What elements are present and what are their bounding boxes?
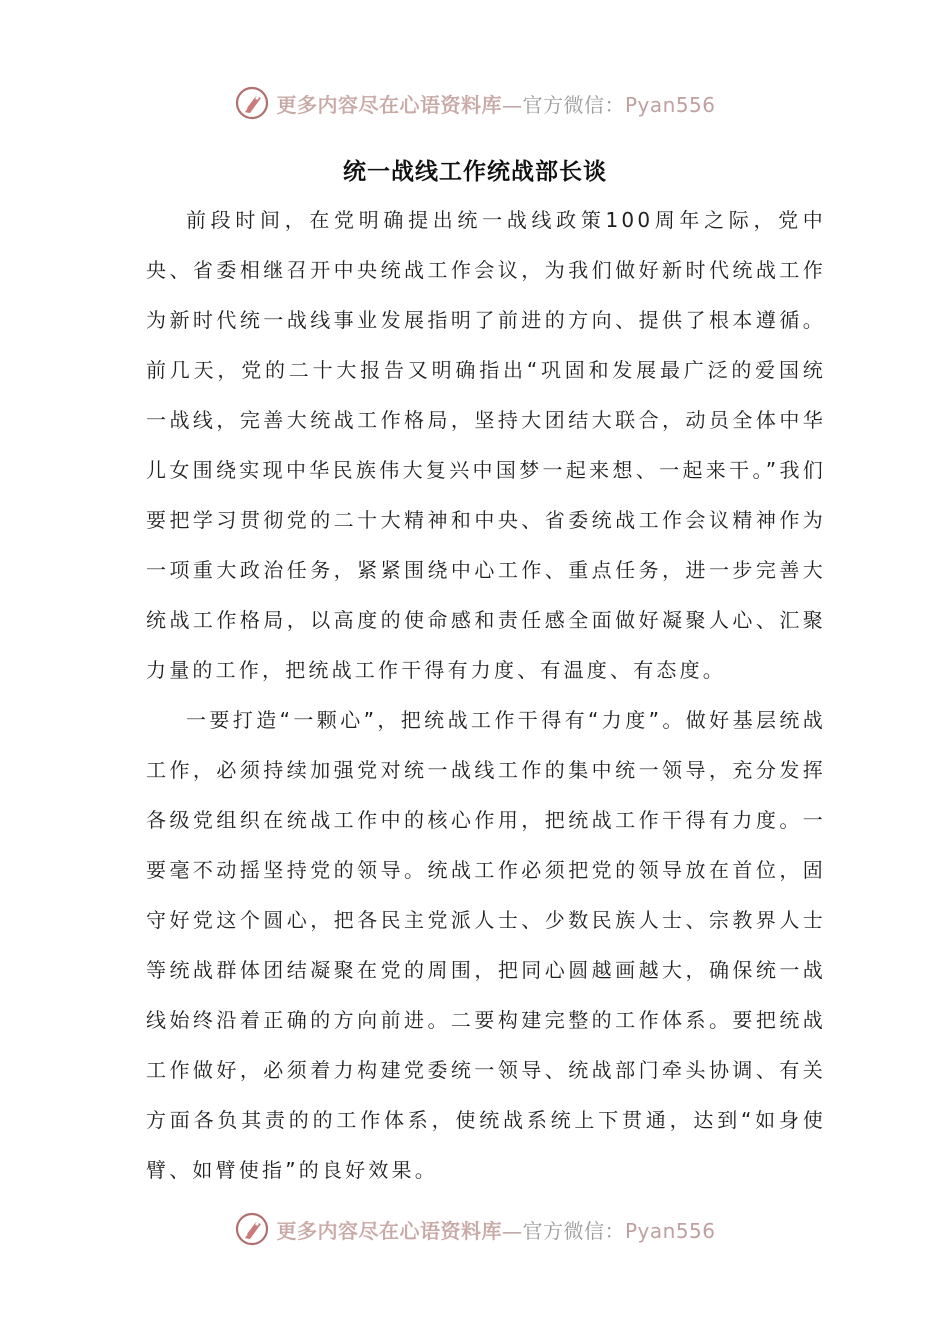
- header-banner: [0, 83, 950, 123]
- footer-banner: [0, 1209, 950, 1249]
- paragraph-2: 一要打造“一颗心”，把统战工作干得有“力度”。做好基层统战工作，必须持续加强党对统一战线工作的集中统一领导，充分发挥各级党组织在统战工作中的核心作用，把统战工作干得有力度。一要毫不动摇坚持党的领导。统战工作必须把党的领导放在首位，固守好党这个圆心，把各民主党派人士、少数民族人士、宗教界人士等统战群体团结凝聚在党的周围，把同心圆越画越大，确保统一战线始终沿着正确的方向前进。二要构建完整的工作体系。要把统战工作做好，必须着力构建党委统一领导、统战部门牵头协调、有关方面各负其责的的工作体系，使统战系统上下贯通，达到“如身使臂、如臂使指”的良好效果。: [146, 708, 826, 1182]
- footer-banner-text: [276, 1215, 715, 1244]
- document-title: 统一战线工作统战部长谈: [343, 158, 607, 185]
- footer-banner-dash: —: [501, 1218, 523, 1243]
- header-banner-dash: —: [501, 92, 523, 117]
- footer-banner-lead: 更多内容尽在心语资料库: [276, 1218, 502, 1243]
- footer-banner-wechat-label: 官方微信：: [522, 1218, 625, 1243]
- header-banner-text: [276, 89, 715, 118]
- header-banner-wechat-id: Pyan556: [624, 92, 716, 117]
- footer-banner-wechat-id: Pyan556: [624, 1218, 716, 1243]
- pen-nib-circle-icon: [234, 1211, 270, 1247]
- pen-nib-circle-icon: [234, 85, 270, 121]
- paragraph-1: 前段时间，在党明确提出统一战线政策100周年之际，党中央、省委相继召开中央统战工作会议，为我们做好新时代统战工作为新时代统一战线事业发展指明了前进的方向、提供了根本遵循。前几天，党的二十大报告又明确指出“巩固和发展最广泛的爱国统一战线，完善大统战工作格局，坚持大团结大联合，动员全体中华儿女围绕实现中华民族伟大复兴中国梦一起来想、一起来干。”我们要把学习贯彻党的二十大精神和中央、省委统战工作会议精神作为一项重大政治任务，紧紧围绕中心工作、重点任务，进一步完善大统战工作格局，以高度的使命感和责任感全面做好凝聚人心、汇聚力量的工作，把统战工作干得有力度、有温度、有态度。: [146, 208, 826, 682]
- document-body: [146, 195, 826, 1195]
- header-banner-wechat-label: 官方微信：: [522, 92, 625, 117]
- header-banner-lead: 更多内容尽在心语资料库: [276, 92, 502, 117]
